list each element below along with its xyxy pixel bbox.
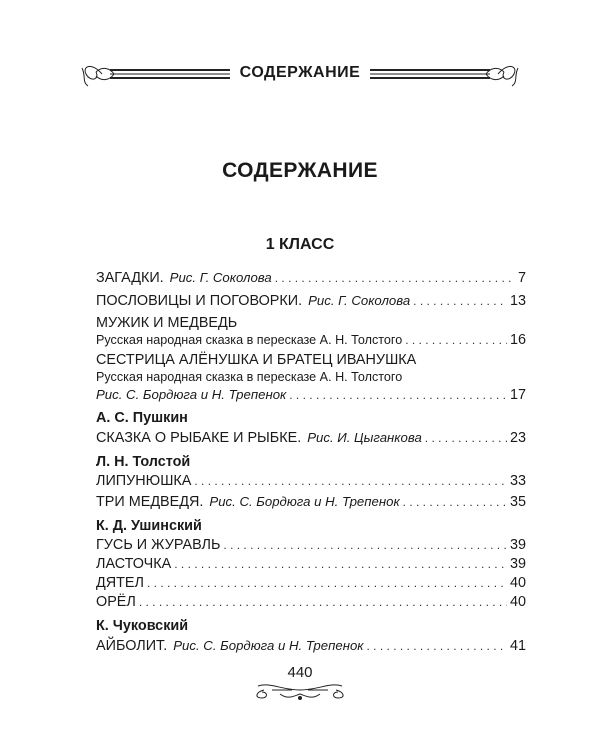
running-title: СОДЕРЖАНИЕ: [239, 64, 361, 81]
entry-title: ЛАСТОЧКА: [96, 556, 172, 572]
section-title: 1 КЛАСС: [265, 236, 335, 253]
page-footer: [250, 660, 350, 704]
author-heading: К. Д. Ушинский: [96, 518, 202, 534]
entry-page: 41: [509, 638, 526, 654]
entry-title: ДЯТЕЛ: [96, 575, 144, 591]
page-number: 440: [287, 664, 313, 681]
entry-subtitle: Русская народная сказка в пересказе А. Н. Толстого: [96, 370, 403, 384]
entry-title: АЙБОЛИТ.: [96, 638, 168, 654]
entry-page: 39: [509, 537, 526, 553]
entry-title: СКАЗКА О РЫБАКЕ И РЫБКЕ.: [96, 430, 302, 446]
entry-title: ЗАГАДКИ.: [96, 270, 164, 286]
toc-entry[interactable]: [96, 536, 526, 555]
dot-leader: [405, 332, 507, 349]
entry-subtitle: Русская народная сказка в пересказе А. Н. Толстого: [96, 333, 403, 347]
entry-title: ГУСЬ И ЖУРАВЛЬ: [96, 537, 221, 553]
toc-entry[interactable]: [96, 636, 526, 656]
dot-leader: [194, 472, 507, 491]
entry-page: 33: [509, 473, 526, 489]
running-header: [80, 56, 520, 92]
entry-page: 40: [509, 594, 526, 610]
entry-illustrator: Рис. И. Цыганкова: [307, 430, 422, 445]
entry-page: 40: [509, 575, 526, 591]
toc-entry[interactable]: [96, 291, 526, 311]
dot-leader: [403, 493, 507, 512]
author-heading: А. С. Пушкин: [96, 410, 188, 426]
entry-page: 23: [509, 430, 526, 446]
entry-page: 39: [509, 556, 526, 572]
page-title: СОДЕРЖАНИЕ: [222, 159, 378, 182]
author-heading: Л. Н. Толстой: [96, 454, 191, 470]
entry-illustrator: Рис. Г. Соколова: [169, 270, 272, 285]
toc-entry[interactable]: [96, 472, 526, 491]
dot-leader: [223, 536, 507, 555]
entry-title: ПОСЛОВИЦЫ И ПОГОВОРКИ.: [96, 293, 303, 309]
dot-leader: [139, 593, 507, 612]
toc-entry[interactable]: [96, 315, 526, 349]
entry-page: 35: [509, 494, 526, 510]
entry-title: МУЖИК И МЕДВЕДЬ: [96, 315, 238, 331]
entry-title-line: [96, 352, 526, 369]
entry-illustrator: Рис. С. Бордюга и Н. Трепенок: [173, 638, 364, 653]
toc-entry[interactable]: [96, 352, 526, 404]
toc-entry[interactable]: [96, 268, 526, 288]
toc-entry[interactable]: [96, 593, 526, 612]
entry-illustrator: Рис. С. Бордюга и Н. Трепенок: [96, 387, 287, 402]
dot-leader: [413, 292, 507, 311]
dot-leader: [367, 637, 507, 656]
toc-entry[interactable]: [96, 574, 526, 593]
toc-entry[interactable]: [96, 492, 526, 512]
entry-page: 17: [509, 387, 526, 403]
entry-illustrator: Рис. Г. Соколова: [308, 293, 411, 308]
entry-title: ЛИПУНЮШКА: [96, 473, 192, 489]
entry-page: 16: [509, 332, 526, 348]
entry-title: ТРИ МЕДВЕДЯ.: [96, 494, 204, 510]
entry-title-line: [96, 315, 526, 332]
entry-page: 7: [517, 270, 526, 286]
dot-leader: [275, 269, 515, 288]
dot-leader: [147, 574, 507, 593]
entry-subtitle-line: [96, 369, 526, 386]
author-heading: К. Чуковский: [96, 618, 189, 634]
toc-entry[interactable]: [96, 428, 526, 448]
entry-title: СЕСТРИЦА АЛЁНУШКА И БРАТЕЦ ИВАНУШКА: [96, 352, 417, 368]
dot-leader: [174, 555, 507, 574]
entry-title: ОРЁЛ: [96, 594, 136, 610]
table-of-contents: [96, 268, 526, 656]
dot-leader: [425, 429, 507, 448]
entry-illustrator: Рис. С. Бордюга и Н. Трепенок: [209, 494, 400, 509]
entry-page: 13: [509, 293, 526, 309]
entry-illustrator-line: [96, 386, 526, 404]
toc-entry[interactable]: [96, 555, 526, 574]
dot-leader: [289, 387, 507, 404]
entry-subtitle-line: [96, 332, 526, 349]
